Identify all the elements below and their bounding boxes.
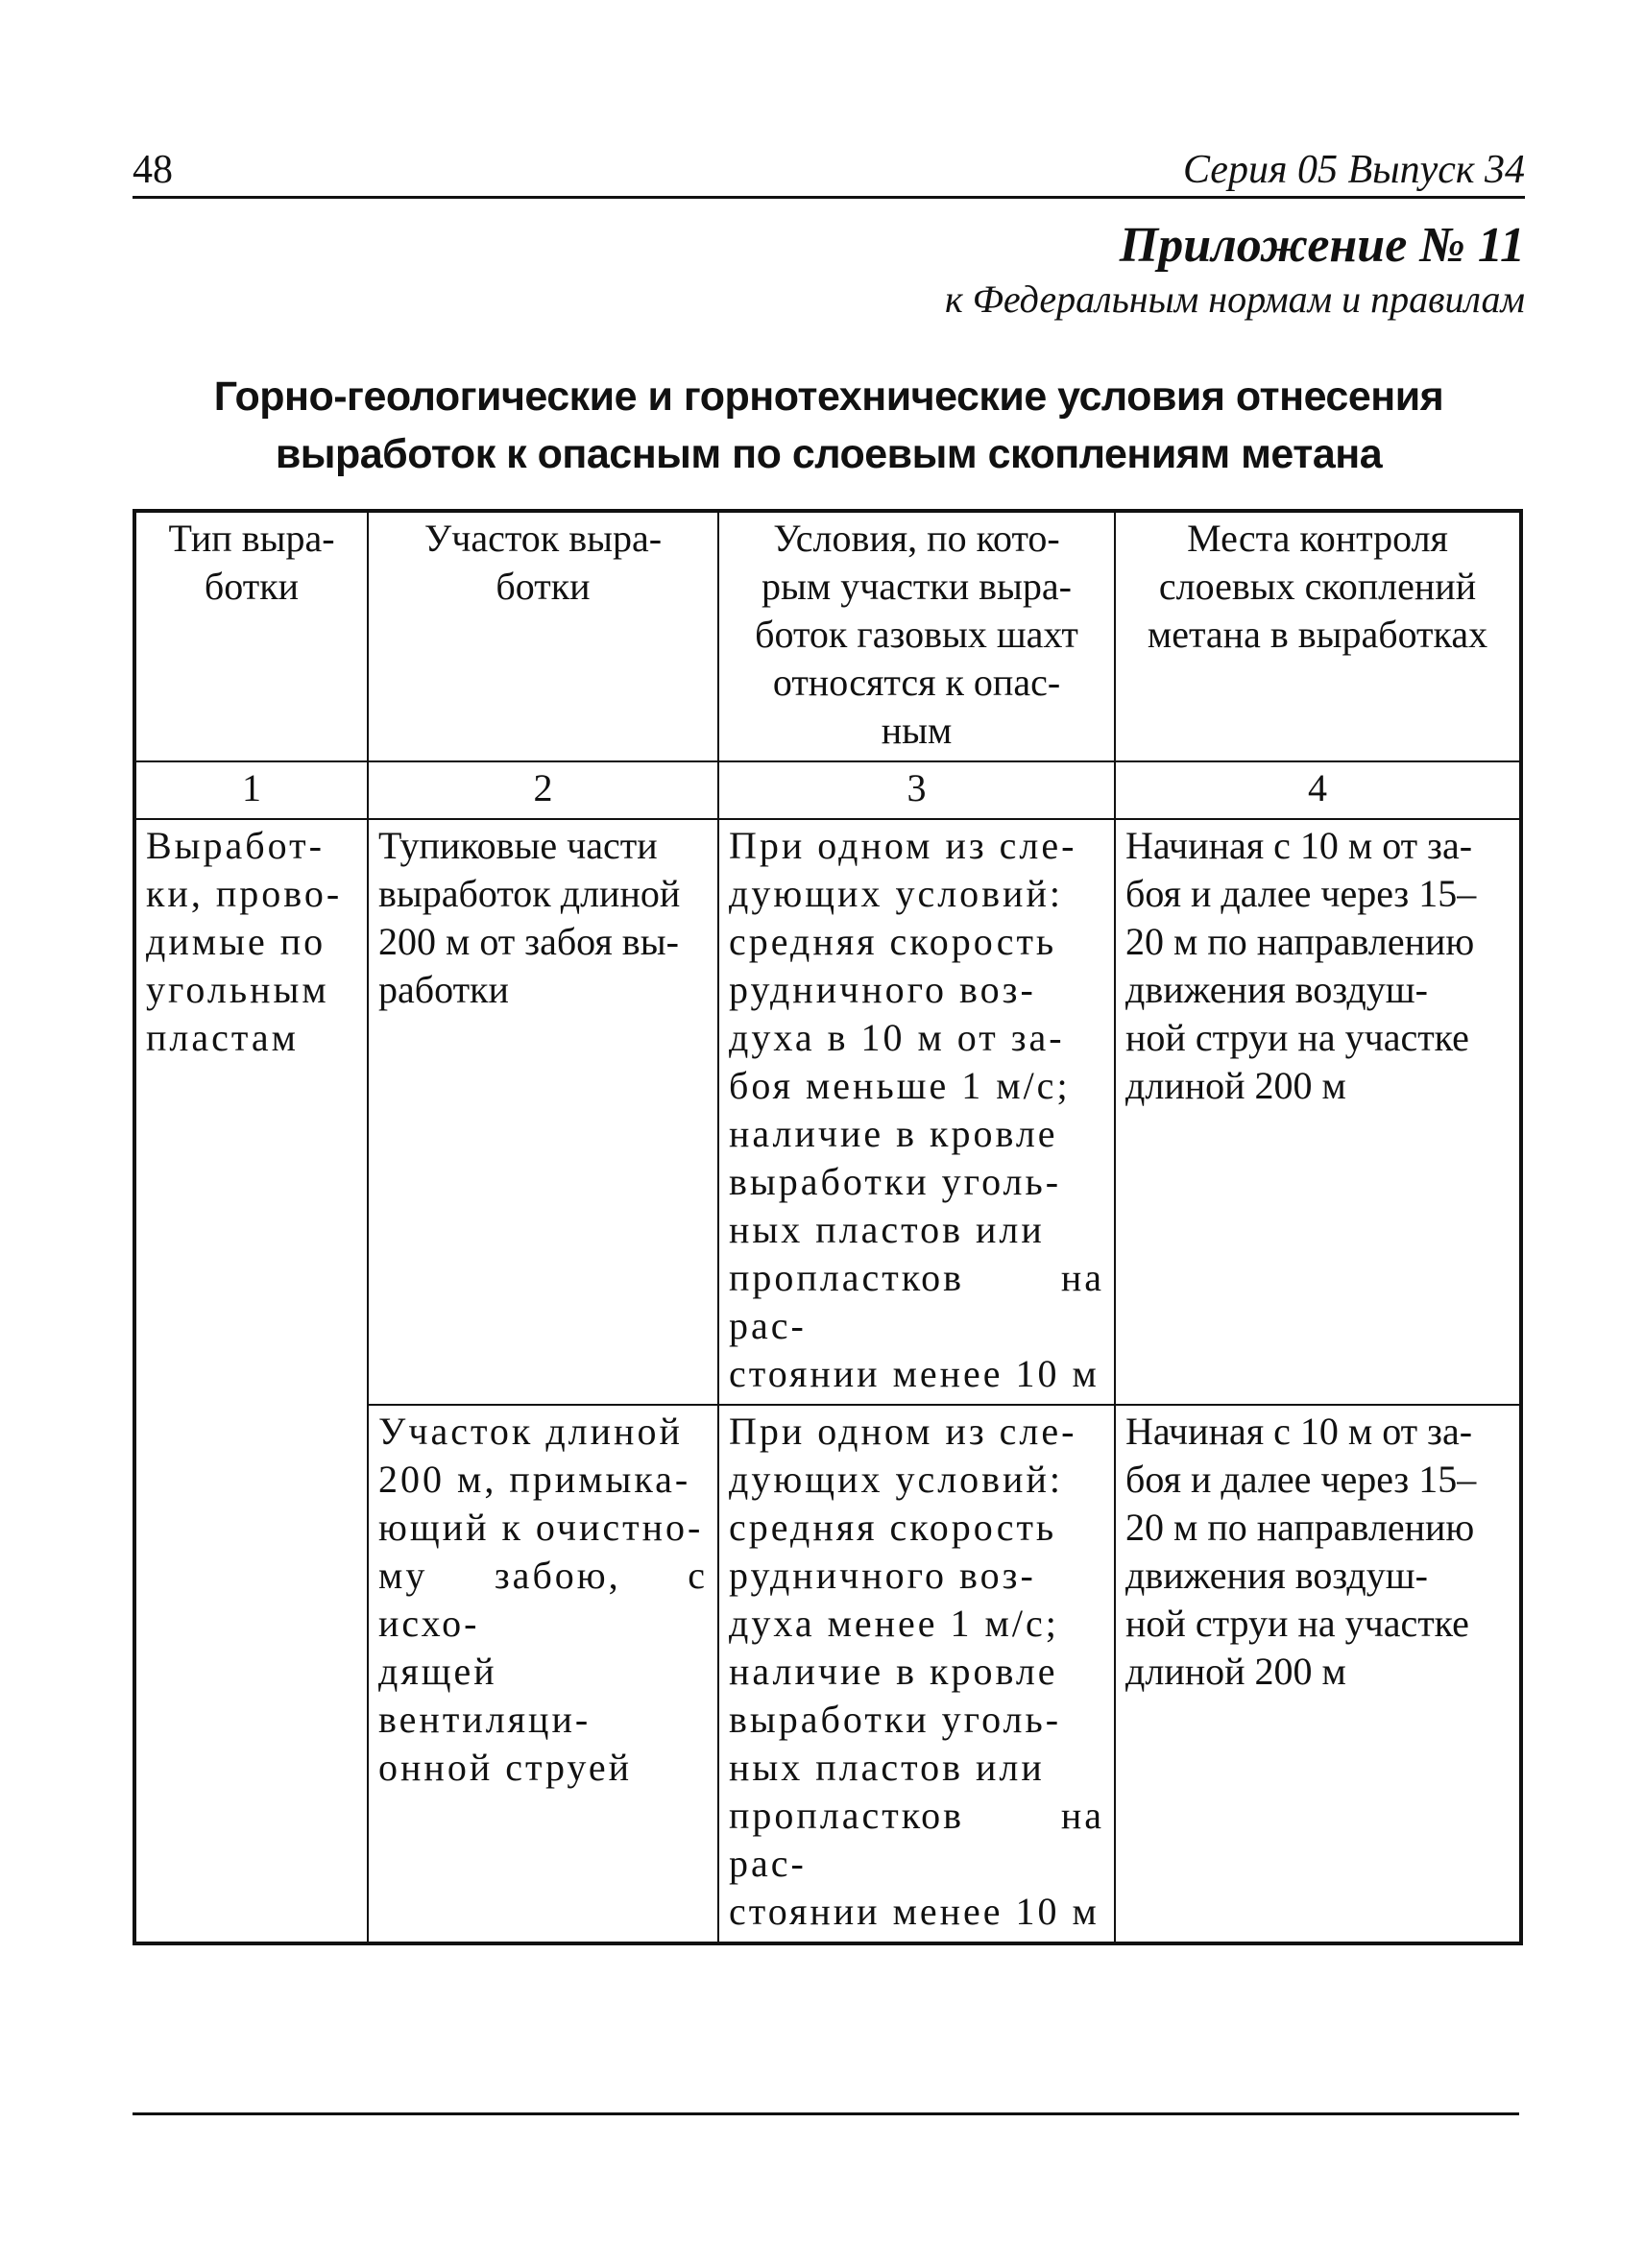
text-line: ющий к очистно-	[378, 1506, 704, 1549]
table-header-row	[134, 511, 1521, 761]
text-line: длиной 200 м	[1125, 1064, 1346, 1107]
appendix-title: Приложение № 11	[1119, 218, 1525, 273]
text-line: длиной 200 м	[1125, 1650, 1346, 1693]
table-number-row	[134, 761, 1521, 819]
text-line: ных пластов или	[729, 1208, 1045, 1251]
text-line: пластам	[146, 1016, 299, 1059]
text-line: движения воздуш-	[1125, 968, 1428, 1011]
conditions-cell	[718, 1405, 1115, 1943]
section-cell	[368, 819, 718, 1405]
text-line: онной струей	[378, 1746, 633, 1789]
text-line: духа в 10 м от за-	[729, 1016, 1065, 1059]
text-line: му забою, с исхо-	[378, 1554, 708, 1645]
text-line: духа менее 1 м/с;	[729, 1602, 1059, 1645]
text-line: 200 м от забоя вы-	[378, 920, 679, 963]
text-line: слоевых скоплений	[1158, 565, 1477, 608]
text-line: При одном из сле-	[729, 824, 1077, 867]
text-line: боток газовых шахт	[755, 613, 1078, 656]
header-cell-section	[368, 511, 718, 761]
header-section-text	[378, 515, 708, 611]
text-line: средняя скорость	[729, 920, 1057, 963]
text-line: метана в выработках	[1147, 613, 1488, 656]
conditions-text	[729, 1408, 1104, 1936]
conditions-text	[729, 822, 1104, 1398]
text-line: димые по	[146, 920, 326, 963]
text-line: работки	[378, 968, 509, 1011]
text-line: рудничного воз-	[729, 968, 1036, 1011]
header-cell-control	[1115, 511, 1521, 761]
control-text	[1125, 1408, 1510, 1696]
appendix-subtitle: к Федеральным нормам и правилам	[945, 277, 1525, 321]
text-line: боя и далее через 15–	[1125, 872, 1477, 915]
header-type-text	[146, 515, 357, 611]
document-title-line-1: Горно-геологические и горнотехнические условия отнесения	[213, 374, 1444, 420]
text-line: дующих условий:	[729, 872, 1063, 915]
conditions-cell	[718, 819, 1115, 1405]
text-line: 200 м, примыка-	[378, 1458, 691, 1501]
document-title-line-2: выработок к опасным по слоевым скоплениям метана	[275, 431, 1383, 477]
text-line: 20 м по направлению	[1125, 920, 1475, 963]
text-line: рым участки выра-	[762, 565, 1072, 608]
text-line: дующих условий:	[729, 1458, 1063, 1501]
text-line: выработок длиной	[378, 872, 681, 915]
text-line: угольным	[146, 968, 329, 1011]
text-line: выработки уголь-	[729, 1160, 1062, 1203]
text-line: 20 м по направлению	[1125, 1506, 1475, 1549]
column-number-1: 1	[134, 761, 368, 819]
text-line: Начиная с 10 м от за-	[1125, 1410, 1473, 1453]
text-line: пропластков на рас-	[729, 1256, 1104, 1347]
text-line: стоянии менее 10 м	[729, 1890, 1100, 1933]
text-line: ботки	[204, 565, 300, 608]
text-line: относятся к опас-	[772, 661, 1061, 704]
text-line: Участок длиной	[378, 1410, 683, 1453]
text-line: ной струи на участке	[1125, 1602, 1469, 1645]
text-line: средняя скорость	[729, 1506, 1057, 1549]
column-number-2: 2	[368, 761, 718, 819]
text-line: ной струи на участке	[1125, 1016, 1469, 1059]
text-line: Участок выра-	[423, 517, 663, 560]
text-line: пропластков на рас-	[729, 1794, 1104, 1885]
conditions-table	[133, 509, 1523, 1945]
text-line: Тупиковые части	[378, 824, 658, 867]
header-cell-conditions	[718, 511, 1115, 761]
column-number-3: 3	[718, 761, 1115, 819]
control-cell	[1115, 1405, 1521, 1943]
footer-rule	[133, 2112, 1519, 2115]
header-control-text	[1125, 515, 1510, 659]
page-header	[133, 146, 1525, 199]
section-text	[378, 1408, 708, 1792]
text-line: стоянии менее 10 м	[729, 1352, 1100, 1395]
text-line: рудничного воз-	[729, 1554, 1036, 1597]
page-number: 48	[133, 148, 173, 192]
type-cell	[134, 819, 368, 1943]
table-row	[134, 819, 1521, 1405]
text-line: наличие в кровле	[729, 1112, 1058, 1155]
section-cell	[368, 1405, 718, 1943]
text-line: ботки	[496, 565, 591, 608]
section-text	[378, 822, 708, 1014]
column-number-4: 4	[1115, 761, 1521, 819]
text-line: ным	[881, 709, 953, 752]
control-text	[1125, 822, 1510, 1110]
text-line: боя меньше 1 м/с;	[729, 1064, 1071, 1107]
text-line: ки, прово-	[146, 872, 343, 915]
text-line: наличие в кровле	[729, 1650, 1058, 1693]
text-line: Условия, по кото-	[773, 517, 1060, 560]
series-label: Серия 05 Выпуск 34	[1183, 148, 1525, 192]
text-line: Начиная с 10 м от за-	[1125, 824, 1473, 867]
text-line: ных пластов или	[729, 1746, 1045, 1789]
header-cell-type	[134, 511, 368, 761]
control-cell	[1115, 819, 1521, 1405]
text-line: боя и далее через 15–	[1125, 1458, 1477, 1501]
document-title	[133, 368, 1525, 483]
text-line: выработки уголь-	[729, 1698, 1062, 1741]
text-line: При одном из сле-	[729, 1410, 1077, 1453]
text-line: дящей вентиляци-	[378, 1650, 592, 1741]
text-line: Места контроля	[1187, 517, 1448, 560]
header-conditions-text	[729, 515, 1104, 755]
text-line: движения воздуш-	[1125, 1554, 1428, 1597]
text-line: Выработ-	[146, 824, 325, 867]
text-line: Тип выра-	[168, 517, 335, 560]
type-text	[146, 822, 357, 1062]
